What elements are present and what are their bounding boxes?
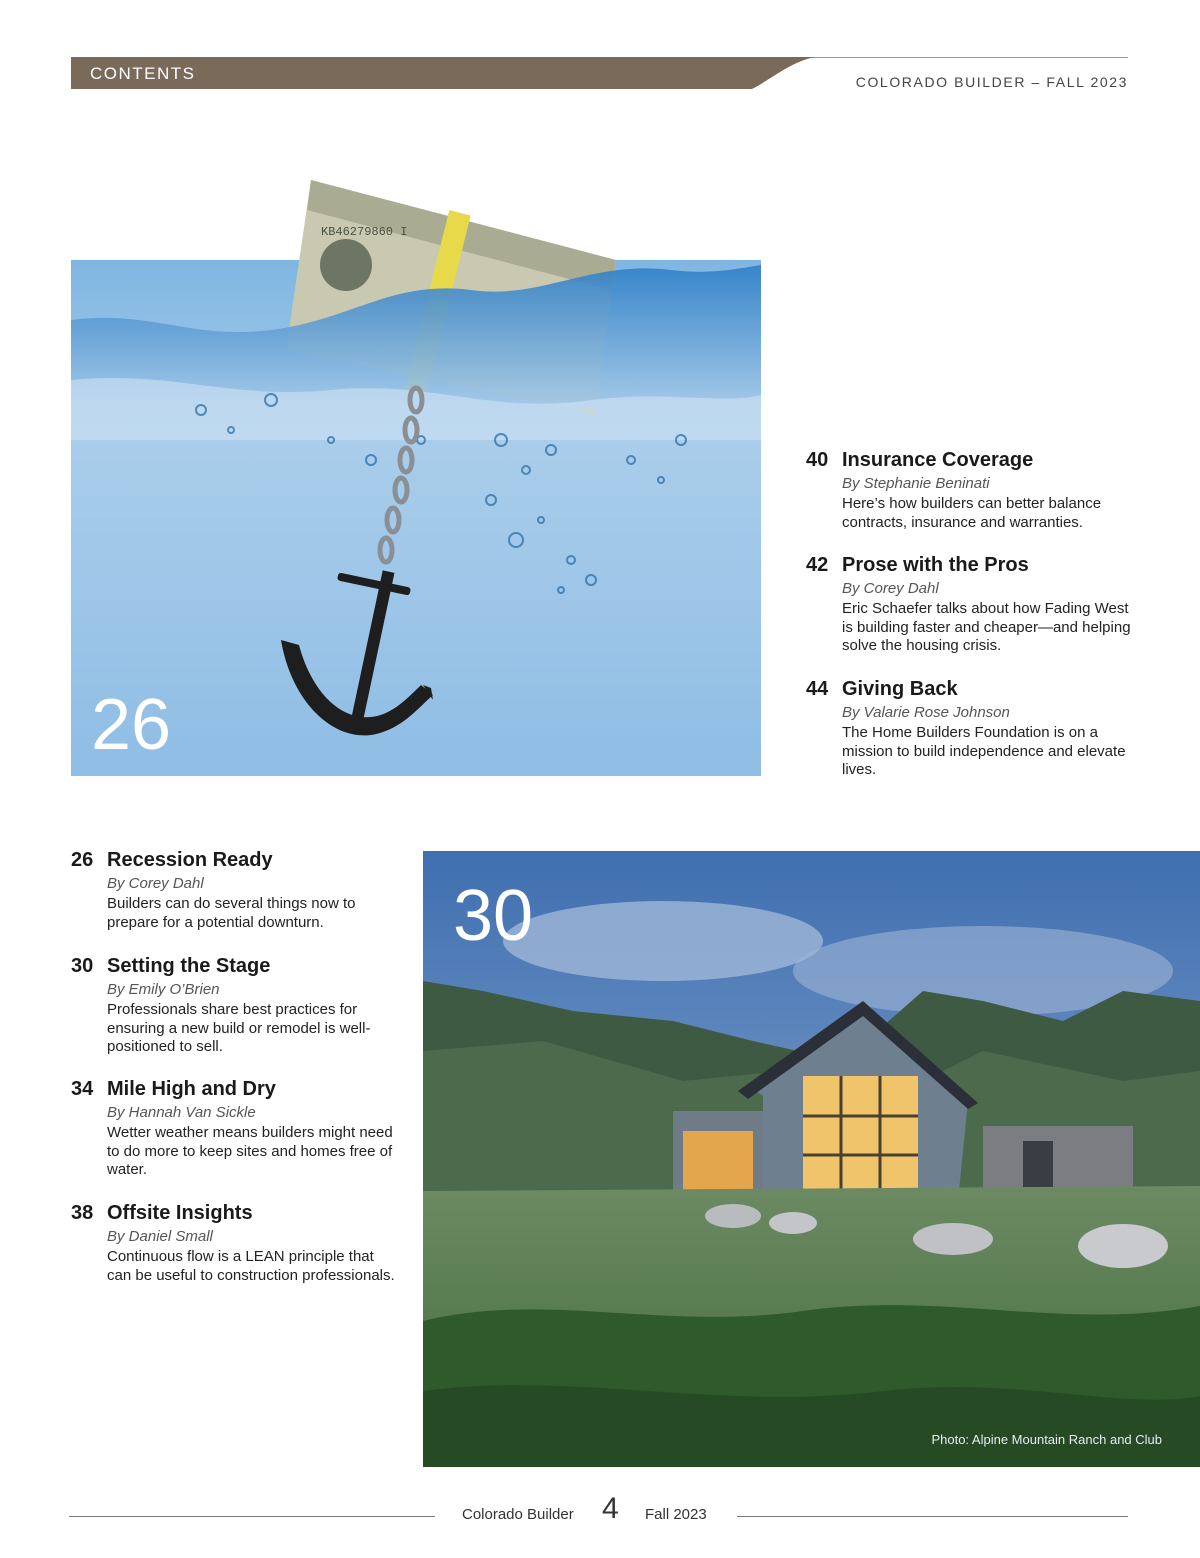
feature-photo-recession <box>71 140 761 776</box>
toc-entry-title-line <box>71 848 401 872</box>
toc-entry-title-line <box>806 677 1136 701</box>
toc-title: Insurance Coverage <box>842 449 1034 471</box>
toc-entry[interactable] <box>71 1077 401 1180</box>
photo-page-number: 26 <box>91 685 172 765</box>
toc-page-number: 38 <box>71 1202 94 1224</box>
publication-title: COLORADO BUILDER – FALL 2023 <box>855 74 1128 90</box>
toc-author: By Hannah Van Sickle <box>107 1104 256 1121</box>
toc-author: By Corey Dahl <box>107 875 204 892</box>
toc-description: Professionals share best practices for ensuring a new build or remodel is well-positioned to sell. <box>107 1001 371 1055</box>
money-anchor-illustration <box>71 140 761 776</box>
toc-author: By Emily O’Brien <box>107 981 220 998</box>
toc-title: Setting the Stage <box>107 955 271 977</box>
toc-entry-title-line <box>806 448 1136 472</box>
toc-entry[interactable] <box>71 954 401 1057</box>
toc-entry-title-line <box>806 553 1136 577</box>
svg-text:KB46279860 I: KB46279860 I <box>321 225 408 239</box>
footer-rule-left <box>69 1516 435 1517</box>
footer-page-number: 4 <box>602 1492 619 1525</box>
toc-page-number: 40 <box>806 449 829 471</box>
footer-publication: Colorado Builder <box>462 1506 574 1523</box>
mountain-home-illustration <box>423 851 1200 1467</box>
toc-author: By Stephanie Beninati <box>842 475 990 492</box>
feature-photo-staging <box>423 851 1200 1467</box>
toc-title: Giving Back <box>842 678 958 700</box>
toc-description: Here’s how builders can better balance contracts, insurance and warranties. <box>842 495 1102 531</box>
toc-author: By Daniel Small <box>107 1228 213 1245</box>
footer-rule-right <box>737 1516 1128 1517</box>
toc-page-number: 44 <box>806 678 829 700</box>
toc-description: The Home Builders Foundation is on a mission to build independence and elevate lives. <box>842 724 1126 778</box>
toc-description: Builders can do several things now to prepare for a potential downturn. <box>107 895 356 931</box>
section-label: CONTENTS <box>90 64 196 83</box>
toc-entry[interactable] <box>806 553 1136 656</box>
toc-description: Continuous flow is a LEAN principle that can be useful to construction professionals. <box>107 1248 395 1284</box>
toc-page-number: 42 <box>806 554 829 576</box>
toc-title: Prose with the Pros <box>842 554 1029 576</box>
toc-page-number: 30 <box>71 955 94 977</box>
toc-entry-title-line <box>71 1077 401 1101</box>
toc-author: By Valarie Rose Johnson <box>842 704 1010 721</box>
toc-page-number: 34 <box>71 1078 94 1100</box>
photo-page-number: 30 <box>453 876 534 956</box>
toc-entry[interactable] <box>806 448 1136 532</box>
toc-entry[interactable] <box>71 1201 401 1285</box>
toc-description: Wetter weather means builders might need to do more to keep sites and homes free of water. <box>107 1124 393 1178</box>
toc-entry-title-line <box>71 954 401 978</box>
toc-author: By Corey Dahl <box>842 580 939 597</box>
photo-credit: Photo: Alpine Mountain Ranch and Club <box>931 1432 1162 1447</box>
toc-title: Mile High and Dry <box>107 1078 276 1100</box>
toc-title: Offsite Insights <box>107 1202 253 1224</box>
toc-title: Recession Ready <box>107 849 273 871</box>
toc-entry[interactable] <box>71 848 401 932</box>
footer-issue: Fall 2023 <box>645 1506 707 1523</box>
toc-description: Eric Schaefer talks about how Fading West is building faster and cheaper—and helping solve the housing crisis. <box>842 600 1131 654</box>
toc-entry[interactable] <box>806 677 1136 780</box>
toc-entry-title-line <box>71 1201 401 1225</box>
toc-page-number: 26 <box>71 849 94 871</box>
